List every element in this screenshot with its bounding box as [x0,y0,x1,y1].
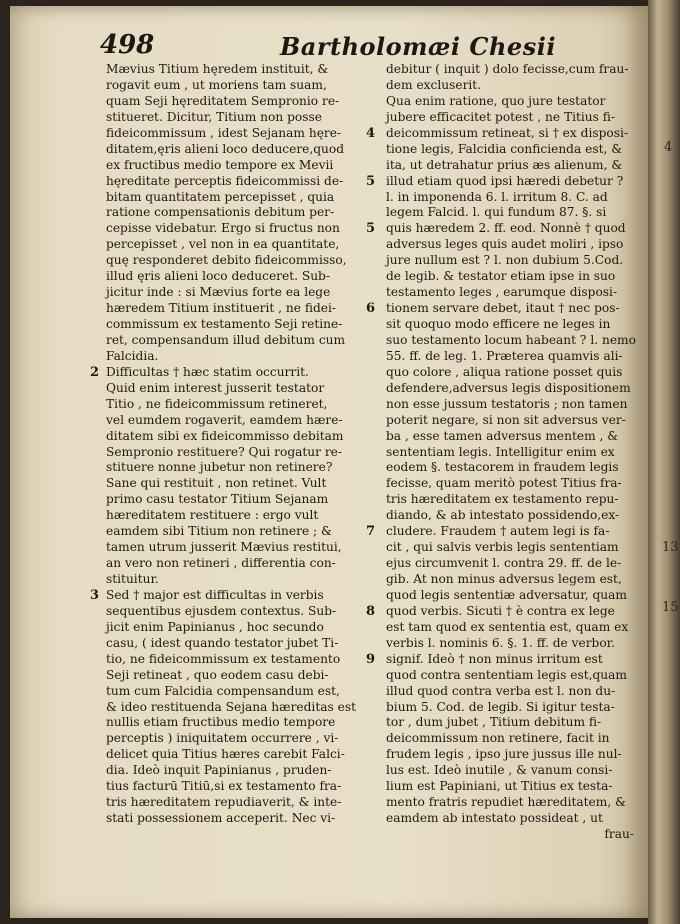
line-text: Qua enim ratione, quo jure testator [386,93,606,108]
text-line [90,587,368,604]
text-line [386,253,644,269]
line-text: l. in imponenda 6. l. irritum 8. C. ad [386,189,608,204]
margin-number: 6 [366,301,376,317]
text-line [106,795,368,811]
text-line [106,237,368,253]
line-text: perceptis ) iniquitatem occurrere , vi- [106,731,339,746]
text-line [386,205,644,221]
line-text: de legib. & testator etiam ipse in suo [386,269,616,284]
line-text: nullis etiam fructibus medio tempore [106,715,336,730]
line-text: diando, & ab intestato possidendo,ex- [386,508,620,523]
line-text: ditatem sibi ex fideicommisso debitam [106,428,344,443]
line-text: sequentibus ejusdem contextus. Sub- [106,603,337,618]
text-line [386,365,644,381]
text-line [366,125,644,142]
text-line [386,556,644,572]
line-text: dia. Ideò inquit Papinianus , pruden- [106,763,332,778]
line-text: cludere. Fraudem † autem legi is fa- [386,524,610,539]
line-text: dem excluserit. [386,77,482,92]
text-line [386,429,644,445]
margin-number: 7 [366,524,376,540]
line-text: tum cum Falcidia compensandum est, [106,683,340,698]
text-line [90,364,368,381]
margin-number: 2 [90,364,100,380]
text-line [386,747,644,763]
line-text: ba , esse tamen adversus mentem , & [386,428,619,443]
margin-number: 5 [366,173,376,189]
line-text: sit quoquo modo efficere ne leges in [386,317,611,331]
text-line [386,381,644,397]
line-text: deicommissum non retinere, facit in [386,731,610,746]
line-text: illud ęris alieni loco deduceret. Sub- [106,269,330,284]
text-line [106,205,368,221]
line-text: tor , dum jubet , Titium debitum fi- [386,715,602,730]
text-line [106,269,368,285]
text-line [106,604,368,620]
line-text: jure nullum est ? l. non dubium 5.Cod. [386,253,624,268]
text-line [106,190,368,206]
line-text: vel eumdem rogaverit, eamdem hære- [106,412,343,427]
text-line [106,540,368,556]
text-line [106,110,368,126]
text-line [386,333,644,349]
text-line [386,620,644,636]
line-text: jicitur inde : si Mævius forte ea lege [106,285,331,300]
text-line [386,317,644,333]
line-text: eamdem sibi Titium non retinere ; & [106,524,332,539]
line-text: Falcidia. [106,348,159,363]
line-text: tris hæreditatem repudiaverit, & inte- [106,795,342,810]
line-text: est tam quod ex sententia est, quam ex [386,619,629,634]
text-line [386,684,644,700]
margin-number: 3 [90,587,100,603]
line-text: cepisse videbatur. Ergo si fructus non [106,221,340,236]
line-text: bium 5. Cod. de legib. Si igitur testa- [386,699,615,714]
text-line [106,572,368,588]
text-line [386,110,644,126]
line-text: tio, ne fideicommissum ex testamento [106,651,341,666]
book-spine [648,0,680,924]
line-text: poterit negare, si non sit adversus ver- [386,412,626,427]
line-text: casu, ( idest quando testator jubet Ti- [106,635,339,650]
text-line [106,747,368,763]
text-line [106,652,368,668]
line-text: bitam quantitatem percepisset , quia [106,189,335,204]
edge-mark: 4 [664,140,673,155]
text-line [106,524,368,540]
edge-mark: 13 [662,540,679,555]
text-line [366,651,644,668]
text-line [386,397,644,413]
line-text: adversus leges quis audet moliri , ipso [386,237,624,252]
line-text: fideicommissum , idest Sejanam hęre- [106,125,342,140]
edge-mark: 15 [662,600,679,615]
line-text: & ideo restituenda Sejana hæreditas est [106,699,356,714]
text-line [386,668,644,684]
text-line [106,715,368,731]
page-header [100,30,608,64]
line-text: ita, ut detrahatur prius æs alienum, & [386,157,623,172]
text-line [386,237,644,253]
line-text: Quid enim interest jusserit testator [106,380,325,395]
text-line [386,700,644,716]
text-line [386,62,644,78]
line-text: 55. ff. de leg. 1. Præterea quamvis ali- [386,348,623,363]
text-line [106,285,368,301]
line-text: Seji retineat , quo eodem casu debi- [106,667,329,682]
margin-number: 8 [366,603,376,619]
line-text: percepisset , vel non in ea quantitate, [106,237,340,252]
text-line [106,158,368,174]
text-line [106,636,368,652]
text-line [386,508,644,524]
line-text: delicet quia Titius hæres carebit Falci- [106,747,345,762]
text-line [106,349,368,365]
line-text: stati possessionem acceperit. Nec vi- [106,811,336,826]
line-text: signif. Ideò † non minus irritum est [386,651,603,666]
text-line [386,142,644,158]
line-text: tione legis, Falcidia conficienda est, & [386,141,623,156]
line-text: primo casu testator Titium Sejanam [106,492,329,507]
line-text: hæredem Titium instituerit , ne fidei- [106,301,336,316]
line-text: jubere efficacitet potest , ne Titius fi- [386,109,616,124]
line-text: Sed † major est difficultas in verbis [106,587,324,602]
line-text: testamento leges , earumque disposi- [386,285,618,300]
line-text: rogavit eum , ut moriens tam suam, [106,77,327,92]
margin-number: 5 [366,221,376,237]
line-text: quę responderet debito fideicommisso, [106,253,347,268]
text-line [106,684,368,700]
line-text: gib. At non minus adversus legem est, [386,572,622,586]
line-text: mento fratris repudiet hæreditatem, & [386,795,626,810]
line-text: Titio , ne fideicommissum retineret, [106,396,328,411]
text-line [106,301,368,317]
text-line [366,301,644,317]
text-line [386,795,644,811]
text-line [106,317,368,333]
text-line [386,413,644,429]
text-line [386,190,644,206]
line-text: hæreditatem restituere : ergo vult [106,508,319,523]
line-text: tris hæreditatem ex testamento repu- [386,492,619,507]
text-line [386,779,644,795]
text-line [106,333,368,349]
line-text: cit , qui salvis verbis legis sententiam [386,540,619,555]
text-line [106,429,368,445]
line-text: verbis l. nominis 6. §. 1. ff. de verbor. [386,635,616,650]
line-text: ejus circumvenit l. contra 29. ff. de le- [386,556,622,571]
line-text: fecisse, quam meritò potest Titius fra- [386,476,622,491]
text-line [386,588,644,604]
text-line [106,668,368,684]
line-text: ratione compensationis debitum per- [106,205,335,220]
line-text: commissum ex testamento Seji retine- [106,317,343,331]
text-line [106,126,368,142]
text-line [386,445,644,461]
running-head: Bartholomæi Chesii [280,32,556,61]
line-text: Sempronio restituere? Qui rogatur re- [106,444,342,459]
line-text: illud etiam quod ipsi hæredi debetur ? [386,173,624,188]
left-column [90,62,368,827]
line-text: non esse jussum testatoris ; non tamen [386,396,628,411]
text-line [106,779,368,795]
text-line [106,492,368,508]
text-line [386,476,644,492]
text-line [106,174,368,190]
text-line [386,285,644,301]
text-line [106,700,368,716]
line-text: eodem §. testacorem in fraudem legis [386,460,619,475]
margin-number: 4 [366,125,376,141]
line-text: ditatem,ęris alieni loco deducere,quod [106,141,345,156]
text-line [106,253,368,269]
line-text: Sane qui restituit , non retinet. Vult [106,476,327,491]
text-line [106,556,368,572]
line-text: quod contra sententiam legis est,quam [386,667,627,682]
text-line [106,78,368,94]
text-line [106,508,368,524]
text-line [106,460,368,476]
line-text: hęreditate perceptis fideicommissi de- [106,173,344,188]
text-line [106,620,368,636]
line-text: illud quod contra verba est l. non du- [386,683,616,698]
text-line [386,811,644,827]
text-line [106,94,368,110]
text-line [386,731,644,747]
text-line [106,142,368,158]
margin-number: 9 [366,651,376,667]
line-text: quod verbis. Sicuti † è contra ex lege [386,603,615,618]
line-text: suo testamento locum habeant ? l. nemo [386,332,636,347]
line-text: quo colore , aliqua ratione posset quis [386,364,623,379]
line-text: debitur ( inquit ) dolo fecisse,cum frau- [386,62,629,76]
text-line [386,269,644,285]
line-text: deicommissum retineat, si † ex disposi- [386,125,629,140]
line-text: Mævius Titium hęredem instituit, & [106,62,329,76]
line-text: quam Seji hęreditatem Sempronio re- [106,93,340,108]
text-line [386,94,644,110]
line-text: quod legis sententiæ adversatur, quam [386,587,627,602]
text-line [106,445,368,461]
line-text: ex fructibus medio tempore ex Mevii [106,157,334,172]
book-page [10,6,648,918]
text-line [106,763,368,779]
text-line [366,173,644,190]
text-line [366,524,644,540]
text-line [386,158,644,174]
line-text: lus est. Ideò inutile , & vanum consi- [386,763,613,778]
text-line [386,540,644,556]
line-text: sententiam legis. Intelligitur enim ex [386,444,615,459]
text-line [106,811,368,827]
line-text: stituitur. [106,572,159,586]
text-line [386,492,644,508]
line-text: an vero non retineri , differentia con- [106,556,336,571]
line-text: ret, compensandum illud debitum cum [106,332,346,347]
text-line [386,636,644,652]
text-line [386,572,644,588]
text-line [106,397,368,413]
right-column [366,62,644,843]
text-line [386,460,644,476]
text-line [106,413,368,429]
line-text: tamen utrum jusserit Mævius restitui, [106,540,342,555]
line-text: quis hæredem 2. ff. eod. Nonnè † quod [386,221,626,236]
text-line [366,221,644,237]
line-text: frudem legis , ipso jure jussus ille nul- [386,747,622,762]
line-text: eamdem ab intestato possideat , ut [386,811,603,826]
text-line [386,763,644,779]
line-text: lium est Papiniani, ut Titius ex testa- [386,779,613,794]
text-line [386,715,644,731]
catchword: frau- [604,827,634,841]
line-text: defendere,adversus legis dispositionem [386,380,631,395]
text-line [106,381,368,397]
page-number: 498 [100,30,155,60]
text-line [106,476,368,492]
line-text: stitueret. Dicitur, Titium non posse [106,109,322,124]
line-text: jicit enim Papinianus , hoc secundo [106,619,324,634]
text-line [386,349,644,365]
line-text: legem Falcid. l. qui fundum 87. §. si [386,205,607,220]
text-line [106,62,368,78]
text-line [386,78,644,94]
line-text: stituere nonne jubetur non retinere? [106,460,333,475]
text-line [106,221,368,237]
text-line [366,603,644,620]
line-text: tionem servare debet, itaut † nec pos- [386,301,620,316]
line-text: Difficultas † hæc statim occurrit. [106,364,309,379]
text-line [106,731,368,747]
line-text: tius facturū Titiū,si ex testamento fra- [106,779,342,794]
